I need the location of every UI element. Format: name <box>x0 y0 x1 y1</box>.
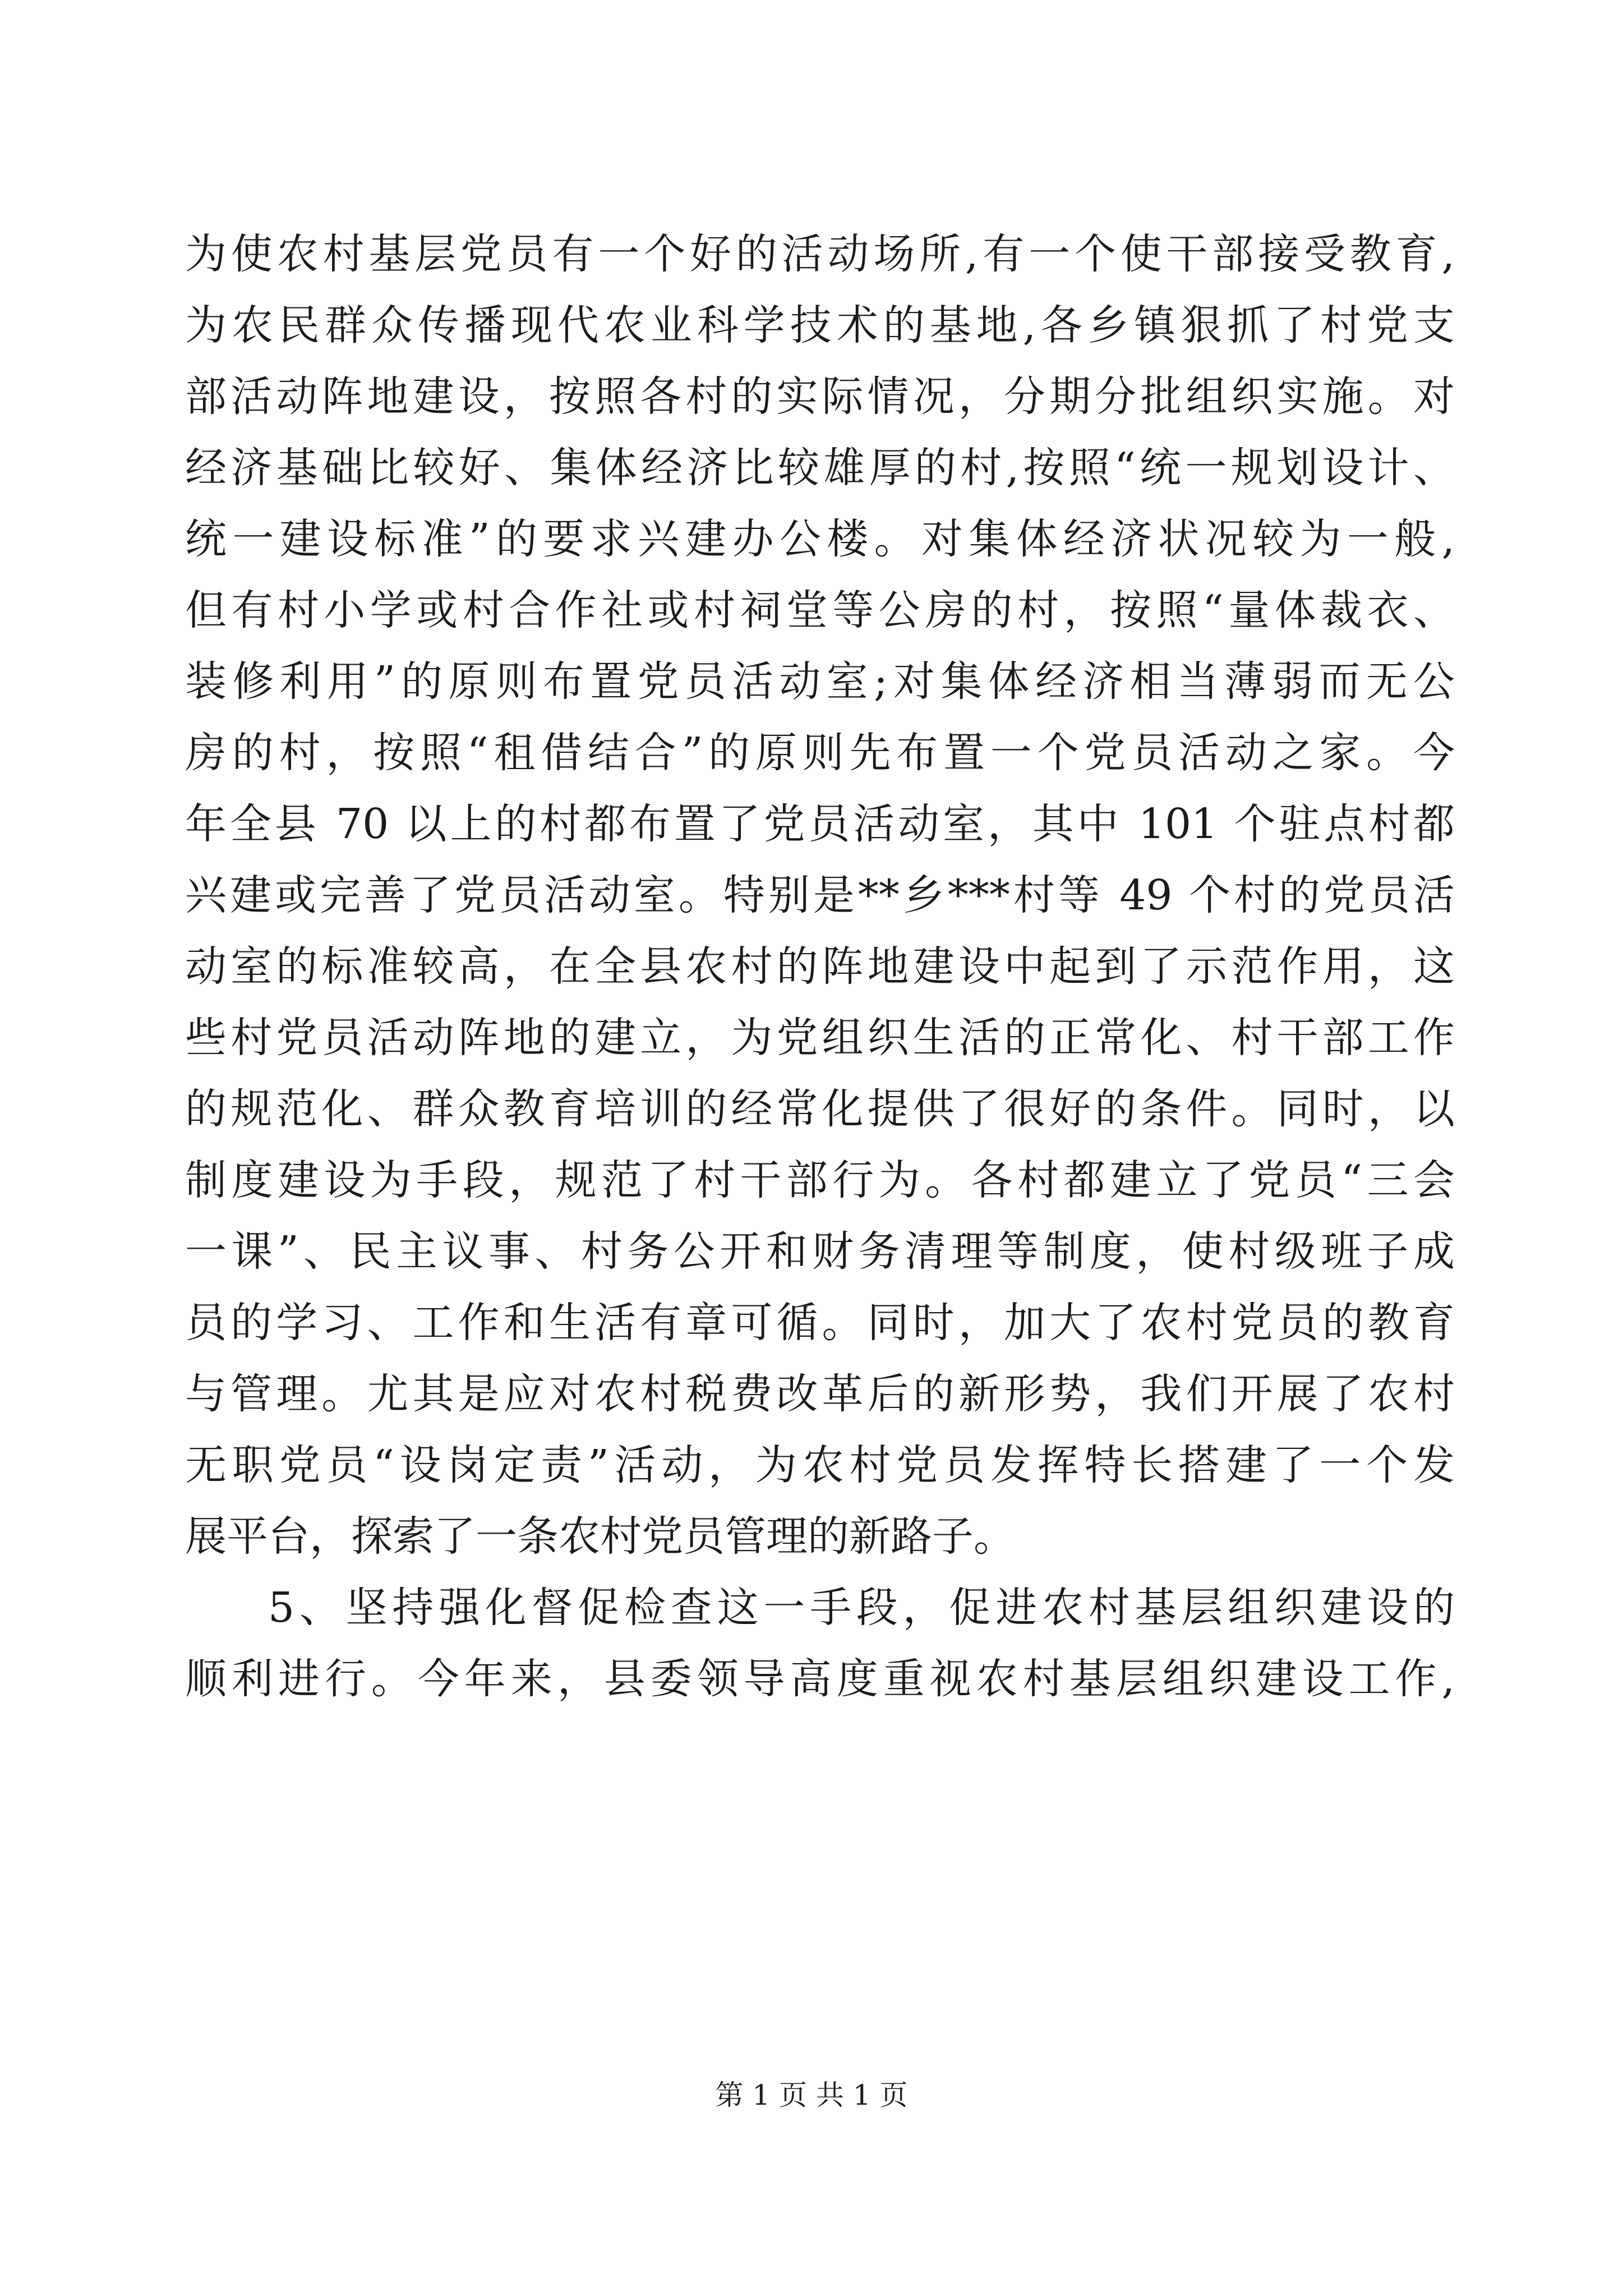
text-line: 员的学习、工作和生活有章可循。同时，加大了农村党员的教育 <box>185 1299 1455 1347</box>
text-line: 但有村小学或村合作社或村祠堂等公房的村，按照“量体裁衣、 <box>185 586 1455 634</box>
text-line: 为使农村基层党员有一个好的活动场所,有一个使干部接受教育, <box>185 230 1455 278</box>
text-line: 与管理。尤其是应对农村税费改革后的新形势，我们开展了农村 <box>185 1370 1455 1418</box>
page-footer <box>0 2076 1623 2115</box>
text-line: 顺利进行。今年来，县委领导高度重视农村基层组织建设工作, <box>185 1655 1455 1703</box>
text-line: 展平台，探索了一条农村党员管理的新路子。 <box>185 1512 1015 1561</box>
text-line: 装修利用”的原则布置党员活动室;对集体经济相当薄弱而无公 <box>185 657 1455 706</box>
text-line: 5、坚持强化督促检查这一手段，促进农村基层组织建设的 <box>268 1584 1455 1632</box>
text-line: 兴建或完善了党员活动室。特别是**乡***村等 49 个村的党员活 <box>185 871 1455 919</box>
text-line: 的规范化、群众教育培训的经常化提供了很好的条件。同时，以 <box>185 1085 1455 1133</box>
text-line: 制度建设为手段，规范了村干部行为。各村都建立了党员“三会 <box>185 1156 1455 1204</box>
paragraph-2 <box>185 1572 1455 1715</box>
text-line: 动室的标准较高，在全县农村的阵地建设中起到了示范作用，这 <box>185 942 1455 991</box>
text-line: 房的村，按照“租借结合”的原则先布置一个党员活动之家。今 <box>185 729 1455 777</box>
text-line: 统一建设标准”的要求兴建办公楼。对集体经济状况较为一般, <box>185 515 1455 563</box>
text-line: 部活动阵地建设，按照各村的实际情况，分期分批组织实施。对 <box>185 372 1455 421</box>
text-line: 一课”、民主议事、村务公开和财务清理等制度，使村级班子成 <box>185 1227 1455 1276</box>
text-line: 为农民群众传播现代农业科学技术的基地,各乡镇狠抓了村党支 <box>185 301 1455 349</box>
text-line: 些村党员活动阵地的建立，为党组织生活的正常化、村干部工作 <box>185 1014 1455 1062</box>
text-line: 年全县 70 以上的村都布置了党员活动室，其中 101 个驻点村都 <box>185 800 1455 848</box>
text-line: 经济基础比较好、集体经济比较雄厚的村,按照“统一规划设计、 <box>185 444 1455 492</box>
paragraph-1 <box>185 219 1455 1572</box>
text-line: 无职党员“设岗定责”活动，为农村党员发挥特长搭建了一个发 <box>185 1441 1455 1489</box>
page-number-label: 第 1 页 共 1 页 <box>715 2079 908 2111</box>
document-body <box>185 219 1455 1715</box>
